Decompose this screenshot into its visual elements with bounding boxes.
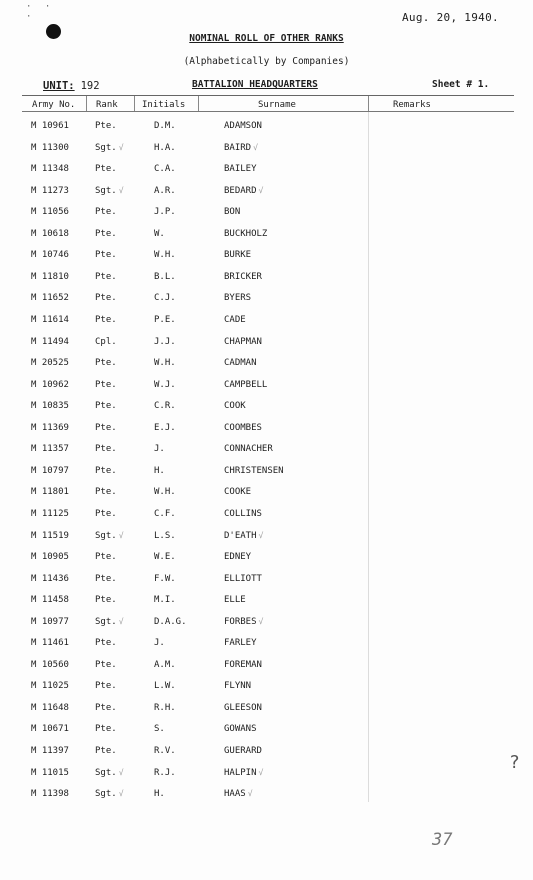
- cell-initials: B.L.: [154, 271, 176, 282]
- table-row: [0, 444, 533, 458]
- cell-rank: Pte.: [95, 315, 117, 325]
- cell-army-number: M 11398: [31, 789, 69, 800]
- cell-surname: FARLEY: [224, 638, 257, 649]
- cell-army-number: M 10977: [31, 616, 69, 627]
- cell-rank: Sgt. √: [95, 142, 124, 153]
- cell-army-number: M 11494: [31, 336, 69, 347]
- cell-surname: BEDARD √: [224, 185, 264, 196]
- cell-initials: S.: [154, 724, 165, 735]
- cell-surname: BON: [224, 207, 241, 218]
- cell-rank: Pte.: [95, 207, 117, 218]
- check-mark-icon: √: [118, 767, 124, 777]
- table-row: [0, 595, 533, 609]
- cell-initials: H.A.: [154, 142, 176, 153]
- cell-surname: COOMBES: [224, 422, 262, 433]
- cell-initials: E.J.: [154, 422, 176, 433]
- cell-rank: Pte.: [95, 358, 117, 369]
- check-mark-icon: √: [258, 185, 264, 195]
- cell-initials: P.E.: [154, 315, 176, 325]
- sheet-number: Sheet # 1.: [432, 79, 490, 90]
- column-divider: [198, 96, 199, 111]
- cell-rank: Pte.: [95, 638, 117, 649]
- cell-rank: Pte.: [95, 702, 117, 713]
- cell-rank: Pte.: [95, 401, 117, 412]
- table-row: [0, 487, 533, 501]
- cell-surname: CHRISTENSEN: [224, 465, 284, 476]
- cell-surname: BAILEY: [224, 164, 257, 175]
- cell-initials: A.R.: [154, 185, 176, 196]
- cell-surname: HAAS √: [224, 789, 253, 800]
- cell-rank: Pte.: [95, 487, 117, 498]
- page-number: 37: [432, 830, 453, 850]
- cell-army-number: M 10905: [31, 552, 69, 562]
- cell-surname: CHAPMAN: [224, 336, 262, 347]
- cell-surname: BAIRD √: [224, 142, 258, 153]
- cell-army-number: M 10746: [31, 250, 69, 261]
- check-mark-icon: √: [118, 530, 124, 540]
- cell-surname: GOWANS: [224, 724, 257, 735]
- table-row: [0, 617, 533, 631]
- table-row: [0, 337, 533, 351]
- cell-surname: BUCKHOLZ: [224, 228, 268, 239]
- column-header-initials: Initials: [142, 100, 186, 110]
- check-mark-icon: √: [118, 789, 124, 799]
- cell-army-number: M 11652: [31, 293, 69, 304]
- cell-army-number: M 10797: [31, 465, 69, 476]
- cell-army-number: M 10835: [31, 401, 69, 412]
- cell-initials: M.I.: [154, 595, 176, 606]
- cell-rank: Pte.: [95, 422, 117, 433]
- cell-army-number: M 11025: [31, 681, 69, 692]
- table-row: [0, 186, 533, 200]
- column-header-remarks: Remarks: [393, 100, 431, 110]
- cell-army-number: M 11461: [31, 638, 69, 649]
- cell-army-number: M 11810: [31, 271, 69, 282]
- header-rule-top: [22, 95, 514, 96]
- check-mark-icon: √: [247, 789, 253, 799]
- cell-army-number: M 11348: [31, 164, 69, 175]
- cell-initials: W.H.: [154, 250, 176, 261]
- document-date: Aug. 20, 1940.: [402, 11, 499, 24]
- cell-army-number: M 11125: [31, 508, 69, 519]
- cell-initials: A.M.: [154, 659, 176, 670]
- cell-initials: W.H.: [154, 358, 176, 369]
- check-mark-icon: √: [258, 616, 264, 626]
- cell-rank: Pte.: [95, 164, 117, 175]
- document-title-text: NOMINAL ROLL OF OTHER RANKS: [189, 33, 344, 44]
- cell-initials: C.J.: [154, 293, 176, 304]
- cell-initials: W.: [154, 228, 165, 239]
- cell-rank: Pte.: [95, 724, 117, 735]
- cell-initials: W.E.: [154, 552, 176, 562]
- table-row: [0, 466, 533, 480]
- cell-initials: R.J.: [154, 767, 176, 778]
- cell-initials: C.F.: [154, 508, 176, 519]
- table-row: [0, 121, 533, 135]
- cell-rank: Pte.: [95, 465, 117, 476]
- column-header-surname: Surname: [258, 100, 296, 110]
- cell-army-number: M 11458: [31, 595, 69, 606]
- cell-initials: H.: [154, 789, 165, 800]
- cell-initials: J.J.: [154, 336, 176, 347]
- cell-surname: BURKE: [224, 250, 252, 261]
- cell-army-number: M 10961: [31, 121, 69, 131]
- margin-specks: · · ·: [26, 2, 55, 22]
- cell-army-number: M 10671: [31, 724, 69, 735]
- cell-initials: L.S.: [154, 530, 176, 541]
- table-row: [0, 768, 533, 782]
- table-row: [0, 574, 533, 588]
- table-row: [0, 423, 533, 437]
- cell-rank: Pte.: [95, 659, 117, 670]
- cell-initials: J.: [154, 638, 165, 649]
- table-row: [0, 789, 533, 803]
- cell-surname: D'EATH √: [224, 530, 264, 541]
- cell-surname: CADMAN: [224, 358, 257, 369]
- table-row: [0, 164, 533, 178]
- cell-army-number: M 11614: [31, 315, 69, 325]
- table-row: [0, 531, 533, 545]
- cell-rank: Pte.: [95, 121, 117, 131]
- table-row: [0, 401, 533, 415]
- check-mark-icon: √: [118, 142, 124, 152]
- cell-rank: Pte.: [95, 271, 117, 282]
- cell-initials: H.: [154, 465, 165, 476]
- column-divider: [134, 96, 135, 111]
- cell-surname: ELLIOTT: [224, 573, 262, 584]
- unit-value: 192: [80, 80, 100, 92]
- table-row: [0, 250, 533, 264]
- edge-mark: ?: [509, 752, 520, 773]
- cell-rank: Pte.: [95, 573, 117, 584]
- cell-army-number: M 11436: [31, 573, 69, 584]
- check-mark-icon: √: [253, 142, 258, 152]
- cell-army-number: M 11056: [31, 207, 69, 218]
- cell-surname: FORBES √: [224, 616, 264, 627]
- cell-army-number: M 11357: [31, 444, 69, 455]
- table-row: [0, 143, 533, 157]
- cell-army-number: M 20525: [31, 358, 69, 369]
- column-divider: [368, 96, 369, 111]
- check-mark-icon: √: [118, 616, 124, 626]
- cell-army-number: M 10962: [31, 379, 69, 390]
- cell-army-number: M 11015: [31, 767, 69, 778]
- table-row: [0, 380, 533, 394]
- cell-surname: GUERARD: [224, 746, 262, 756]
- cell-surname: ELLE: [224, 595, 246, 606]
- cell-initials: W.J.: [154, 379, 176, 390]
- table-row: [0, 660, 533, 674]
- cell-initials: C.A.: [154, 164, 176, 175]
- document-subtitle: (Alphabetically by Companies): [183, 56, 350, 67]
- table-row: [0, 293, 533, 307]
- cell-army-number: M 10618: [31, 228, 69, 239]
- cell-initials: D.M.: [154, 121, 176, 131]
- cell-rank: Pte.: [95, 681, 117, 692]
- cell-surname: CONNACHER: [224, 444, 273, 455]
- cell-rank: Pte.: [95, 379, 117, 390]
- document-title: [0, 33, 533, 44]
- column-header-rank: Rank: [96, 100, 118, 110]
- cell-surname: COOK: [224, 401, 246, 412]
- cell-army-number: M 11369: [31, 422, 69, 433]
- cell-surname: HALPIN √: [224, 767, 264, 778]
- column-divider: [86, 96, 87, 111]
- cell-rank: Pte.: [95, 746, 117, 756]
- cell-rank: Cpl.: [95, 336, 117, 347]
- table-row: [0, 315, 533, 329]
- cell-surname: COLLINS: [224, 508, 262, 519]
- check-mark-icon: √: [118, 185, 124, 195]
- cell-rank: Pte.: [95, 228, 117, 239]
- cell-army-number: M 11519: [31, 530, 69, 541]
- cell-rank: Sgt. √: [95, 530, 124, 541]
- cell-surname: FOREMAN: [224, 659, 262, 670]
- check-mark-icon: √: [258, 530, 264, 540]
- table-row: [0, 207, 533, 221]
- cell-initials: R.H.: [154, 702, 176, 713]
- column-header-army-no: Army No.: [32, 100, 76, 110]
- cell-rank: Pte.: [95, 595, 117, 606]
- cell-army-number: M 11801: [31, 487, 69, 498]
- cell-initials: L.W.: [154, 681, 176, 692]
- table-row: [0, 638, 533, 652]
- cell-rank: Pte.: [95, 552, 117, 562]
- unit-label: UNIT:: [43, 80, 75, 92]
- cell-initials: C.R.: [154, 401, 176, 412]
- table-row: [0, 358, 533, 372]
- table-row: [0, 703, 533, 717]
- cell-initials: J.: [154, 444, 165, 455]
- cell-army-number: M 11397: [31, 746, 69, 756]
- cell-army-number: M 11273: [31, 185, 69, 196]
- battalion-name: BATTALION HEADQUARTERS: [192, 79, 318, 90]
- unit-line: [43, 80, 100, 92]
- table-row: [0, 746, 533, 760]
- cell-rank: Pte.: [95, 250, 117, 261]
- cell-rank: Pte.: [95, 444, 117, 455]
- cell-army-number: M 11648: [31, 702, 69, 713]
- table-row: [0, 272, 533, 286]
- cell-surname: EDNEY: [224, 552, 252, 562]
- cell-army-number: M 10560: [31, 659, 69, 670]
- cell-rank: Sgt. √: [95, 767, 124, 778]
- cell-surname: FLYNN: [224, 681, 252, 692]
- cell-surname: GLEESON: [224, 702, 262, 713]
- table-row: [0, 724, 533, 738]
- cell-rank: Sgt. √: [95, 616, 124, 627]
- cell-rank: Pte.: [95, 293, 117, 304]
- table-row: [0, 681, 533, 695]
- cell-initials: R.V.: [154, 746, 176, 756]
- check-mark-icon: √: [258, 767, 264, 777]
- cell-surname: CADE: [224, 315, 246, 325]
- cell-rank: Pte.: [95, 508, 117, 519]
- cell-initials: F.W.: [154, 573, 176, 584]
- cell-surname: COOKE: [224, 487, 252, 498]
- cell-surname: ADAMSON: [224, 121, 262, 131]
- table-row: [0, 509, 533, 523]
- table-row: [0, 229, 533, 243]
- cell-army-number: M 11300: [31, 142, 69, 153]
- cell-initials: W.H.: [154, 487, 176, 498]
- cell-surname: BYERS: [224, 293, 252, 304]
- cell-rank: Sgt. √: [95, 789, 124, 800]
- cell-initials: J.P.: [154, 207, 176, 218]
- cell-initials: D.A.G.: [154, 616, 187, 627]
- cell-surname: CAMPBELL: [224, 379, 268, 390]
- cell-rank: Sgt. √: [95, 185, 124, 196]
- cell-surname: BRICKER: [224, 271, 262, 282]
- header-rule-bottom: [22, 111, 514, 112]
- table-row: [0, 552, 533, 566]
